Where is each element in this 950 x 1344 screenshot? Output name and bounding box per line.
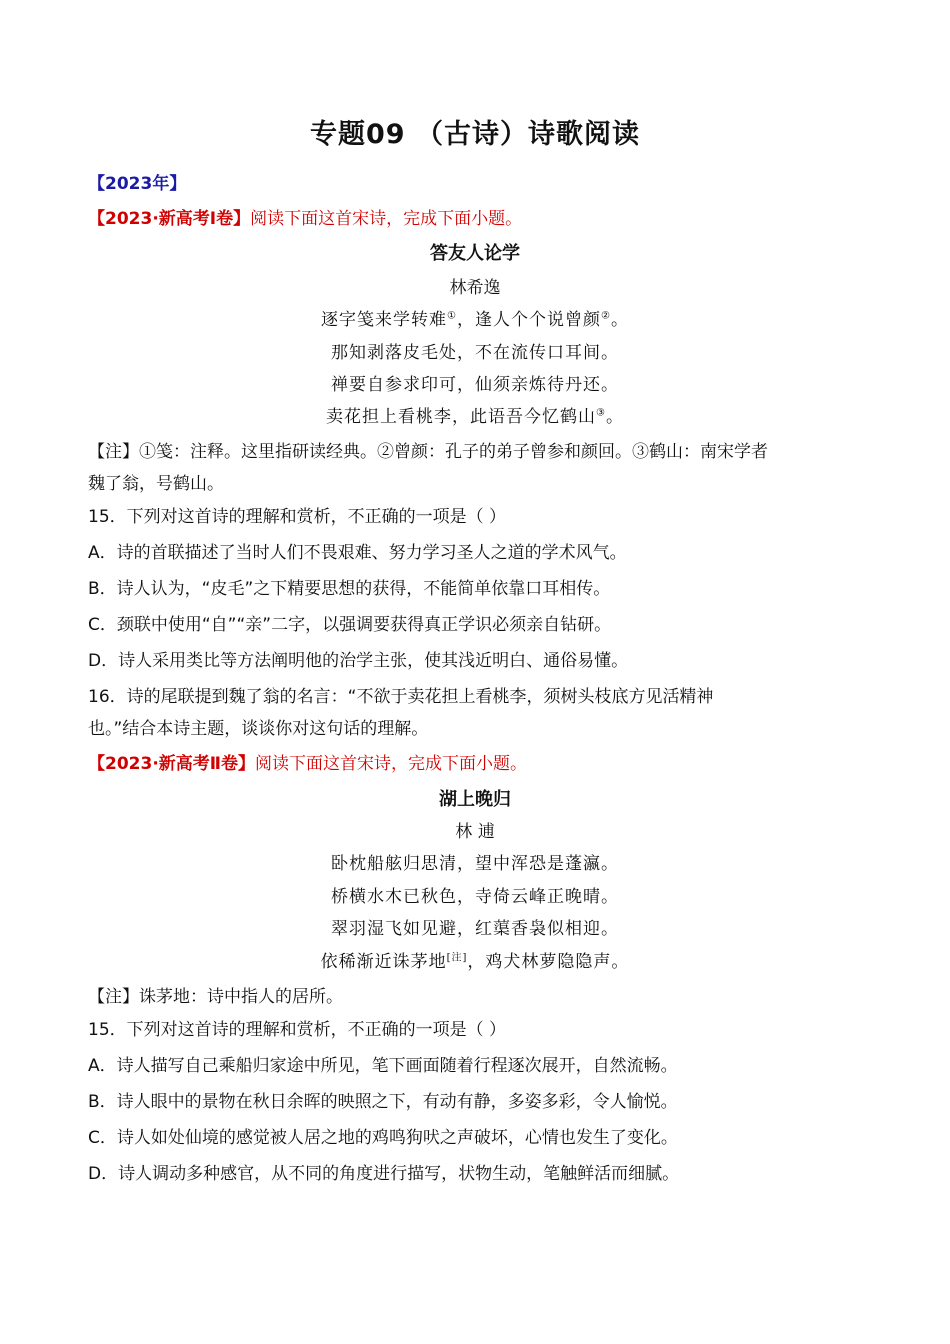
page-title: 专题09 （古诗）诗歌阅读 <box>310 119 640 150</box>
section1-question-15: 15．下列对这首诗的理解和赏析，不正确的一项是（ ） <box>88 507 507 527</box>
footnote-marker: ① <box>447 310 457 322</box>
section2-poem-line-1: 卧枕船舷归思清，望中浑恐是蓬瀛。 <box>331 854 619 874</box>
section2-option-b: B．诗人眼中的景物在秋日余晖的映照之下，有动有静，多姿多彩，令人愉悦。 <box>88 1092 678 1112</box>
footnote-marker: [注] <box>446 952 468 964</box>
section1-question-16-line-1: 16．诗的尾联提到魏了翁的名言：“不欲于卖花担上看桃李，须树头枝底方见活精神 <box>88 687 714 707</box>
section1-poem-title: 答友人论学 <box>430 243 520 264</box>
section2-option-a: A．诗人描写自己乘船归家途中所见，笔下画面随着行程逐次展开，自然流畅。 <box>88 1056 678 1076</box>
section2-poem-title: 湖上晚归 <box>439 789 511 810</box>
section1-question-16-line-2: 也。”结合本诗主题，谈谈你对这句话的理解。 <box>88 719 429 739</box>
section1-source <box>88 207 868 231</box>
section2-question-15: 15．下列对这首诗的理解和赏析，不正确的一项是（ ） <box>88 1020 507 1040</box>
section1-poem-line-2: 那知剥落皮毛处，不在流传口耳间。 <box>331 343 619 363</box>
section1-poem-line-1: 逐字笺来学转难①，逢人个个说曾颜②。 <box>321 310 629 330</box>
section2-poem-line-3: 翠羽湿飞如见避，红蕖香袅似相迎。 <box>331 919 619 939</box>
section1-option-b: B．诗人认为，“皮毛”之下精要思想的获得，不能简单依靠口耳相传。 <box>88 579 611 599</box>
section1-poem-line-3: 禅要自参求印可，仙须亲炼待丹还。 <box>331 375 619 395</box>
section2-poem-line-2: 桥横水木已秋色，寺倚云峰正晚晴。 <box>331 887 619 907</box>
section2-option-d: D．诗人调动多种感官，从不同的角度进行描写，状物生动，笔触鲜活而细腻。 <box>88 1164 680 1184</box>
section2-source-tag: 【2023·新高考Ⅱ卷】 <box>88 754 255 774</box>
section2-note-line: 【注】诛茅地：诗中指人的居所。 <box>88 987 343 1007</box>
section2-source-text: 阅读下面这首宋诗，完成下面小题。 <box>254 754 527 774</box>
section1-poem-line-4: 卖花担上看桃李，此语吾今忆鹤山③。 <box>326 407 624 427</box>
footnote-marker: ② <box>601 310 611 322</box>
section2-source <box>88 752 868 776</box>
section1-source-tag: 【2023·新高考Ⅰ卷】 <box>88 209 251 229</box>
section1-option-a: A．诗的首联描述了当时人们不畏艰难、努力学习圣人之道的学术风气。 <box>88 543 627 563</box>
section1-source-text: 阅读下面这首宋诗，完成下面小题。 <box>250 209 523 229</box>
section1-option-c: C．颈联中使用“自”“亲”二字，以强调要获得真正学识必须亲自钻研。 <box>88 615 612 635</box>
year-label: 【2023年】 <box>88 174 187 194</box>
section1-option-d: D．诗人采用类比等方法阐明他的治学主张，使其浅近明白、通俗易懂。 <box>88 651 629 671</box>
section2-poem-line-4: 依稀渐近诛茅地[注]，鸡犬林萝隐隐声。 <box>320 952 630 972</box>
section2-option-c: C．诗人如处仙境的感觉被人居之地的鸡鸣狗吠之声破坏，心情也发生了变化。 <box>88 1128 678 1148</box>
footnote-marker: ③ <box>596 407 606 419</box>
section1-poem-author: 林希逸 <box>449 278 501 298</box>
section1-note-line-2: 魏了翁，号鹤山。 <box>88 474 224 494</box>
section1-note-line-1: 【注】①笺：注释。这里指研读经典。②曾颜：孔子的弟子曾参和颜回。③鹤山：南宋学者 <box>88 442 768 462</box>
section2-poem-author: 林 逋 <box>455 822 495 842</box>
